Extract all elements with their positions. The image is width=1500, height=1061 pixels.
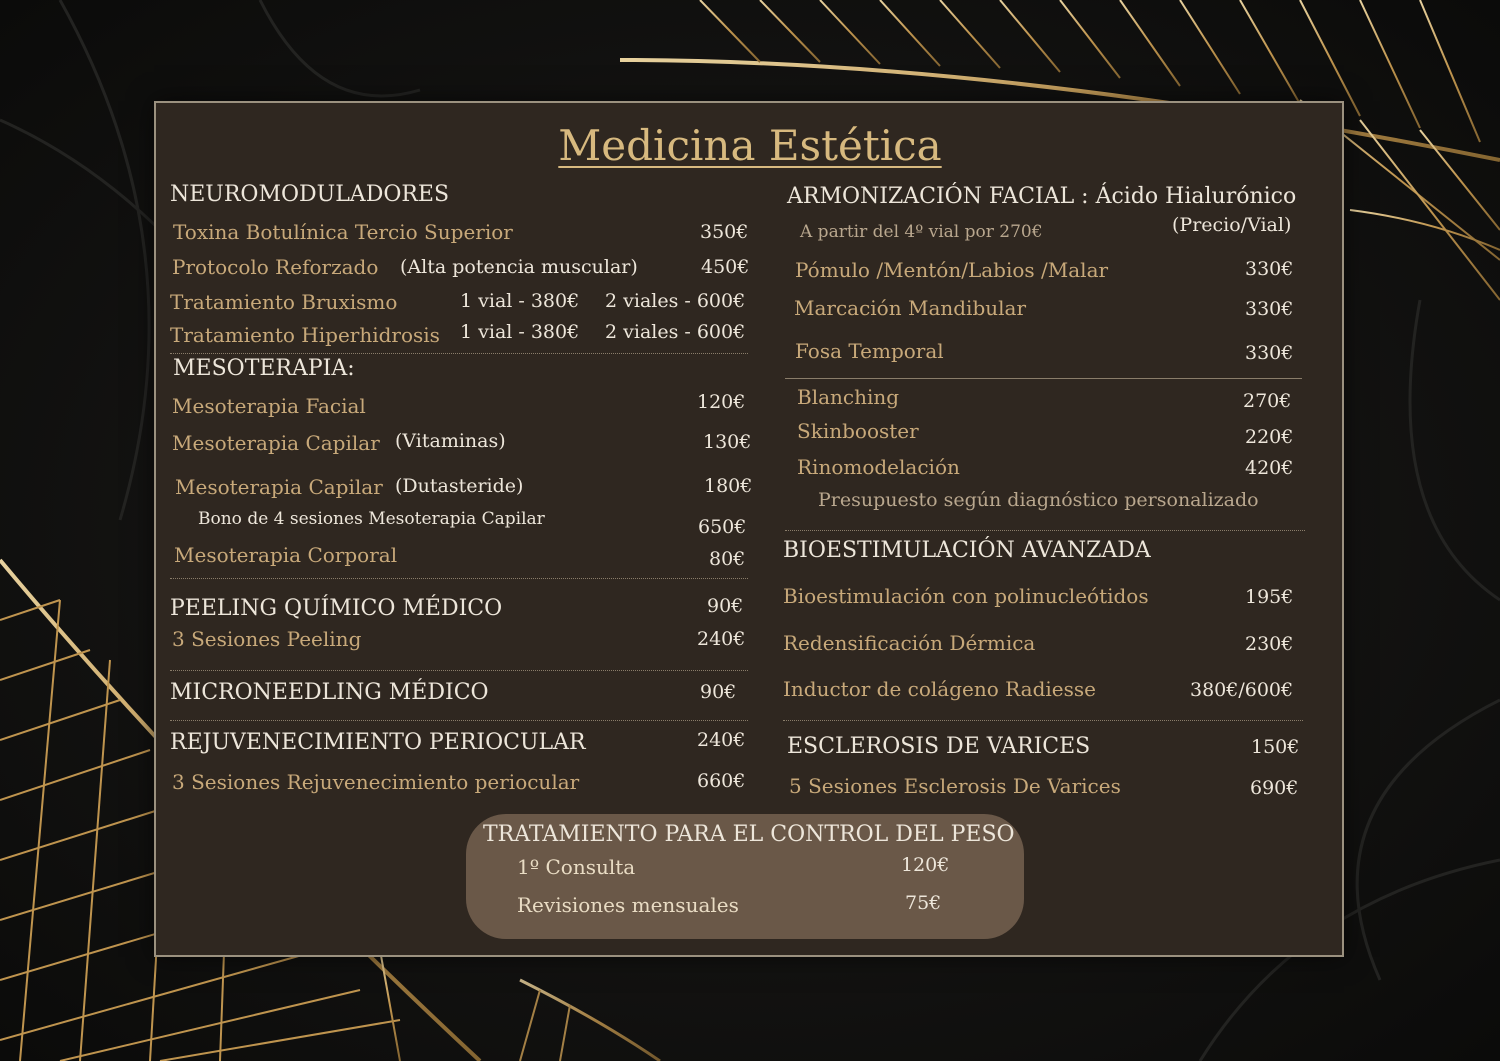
divider xyxy=(170,578,748,579)
meso-facial-price: 120€ xyxy=(697,391,746,413)
armonizacion-heading: ARMONIZACIÓN FACIAL : Ácido Hialurónico xyxy=(787,184,1297,209)
meso-corporal-name: Mesoterapia Corporal xyxy=(174,543,398,567)
varices-price: 150€ xyxy=(1251,736,1300,758)
divider xyxy=(170,720,748,721)
reforzado-note: (Alta potencia muscular) xyxy=(400,256,638,278)
reforzado-price: 450€ xyxy=(701,256,750,278)
meso-bono-name: Bono de 4 sesiones Mesoterapia Capilar xyxy=(198,509,545,529)
armonizacion-unit: (Precio/Vial) xyxy=(1172,214,1292,236)
peeling-price: 90€ xyxy=(707,595,744,617)
neuromoduladores-heading: NEUROMODULADORES xyxy=(170,182,450,207)
microneedling-price: 90€ xyxy=(700,681,737,703)
blanching-name: Blanching xyxy=(797,385,900,409)
hiperhidrosis-name: Tratamiento Hiperhidrosis xyxy=(170,323,440,347)
periocular-sub-name: 3 Sesiones Rejuvenecimiento periocular xyxy=(172,770,580,794)
microneedling-heading: MICRONEEDLING MÉDICO xyxy=(170,680,489,705)
divider xyxy=(785,378,1302,379)
redensificacion-price: 230€ xyxy=(1245,633,1294,655)
blanching-price: 270€ xyxy=(1243,390,1292,412)
bruxismo-opt2: 2 viales - 600€ xyxy=(605,290,746,312)
mandibular-name: Marcación Mandibular xyxy=(794,296,1027,320)
varices-sub-price: 690€ xyxy=(1250,777,1299,799)
divider xyxy=(170,670,748,671)
pomulo-price: 330€ xyxy=(1245,258,1294,280)
pomulo-name: Pómulo /Mentón/Labios /Malar xyxy=(795,258,1109,282)
armonizacion-note: A partir del 4º vial por 270€ xyxy=(800,222,1043,242)
divider xyxy=(785,530,1305,531)
redensificacion-name: Redensificación Dérmica xyxy=(783,631,1036,655)
divider xyxy=(170,353,748,354)
meso-corporal-price: 80€ xyxy=(709,548,746,570)
peso-revisiones-price: 75€ xyxy=(905,892,942,914)
meso-facial-name: Mesoterapia Facial xyxy=(172,394,366,418)
hiperhidrosis-opt1: 1 vial - 380€ xyxy=(460,321,580,343)
meso-bono-price: 650€ xyxy=(698,516,747,538)
varices-sub-name: 5 Sesiones Esclerosis De Varices xyxy=(789,774,1121,798)
periocular-sub-price: 660€ xyxy=(697,770,746,792)
radiesse-name: Inductor de colágeno Radiesse xyxy=(783,677,1096,701)
fosa-name: Fosa Temporal xyxy=(795,339,944,363)
periocular-price: 240€ xyxy=(697,729,746,751)
peeling-sub-name: 3 Sesiones Peeling xyxy=(172,627,362,651)
peeling-heading: PEELING QUÍMICO MÉDICO xyxy=(170,596,503,621)
toxina-price: 350€ xyxy=(700,221,749,243)
meso-capilar-vit-name: Mesoterapia Capilar xyxy=(172,431,380,455)
bruxismo-name: Tratamiento Bruxismo xyxy=(170,290,398,314)
polinucleotidos-price: 195€ xyxy=(1245,586,1294,608)
bioestimulacion-heading: BIOESTIMULACIÓN AVANZADA xyxy=(783,538,1151,563)
mandibular-price: 330€ xyxy=(1245,298,1294,320)
peso-heading: TRATAMIENTO PARA EL CONTROL DEL PESO xyxy=(483,822,1015,847)
rinomodelacion-name: Rinomodelación xyxy=(797,455,960,479)
page-title: Medicina Estética xyxy=(558,121,942,170)
rinomodelacion-price: 420€ xyxy=(1245,457,1294,479)
hiperhidrosis-opt2: 2 viales - 600€ xyxy=(605,321,746,343)
peeling-sub-price: 240€ xyxy=(697,628,746,650)
divider xyxy=(783,720,1303,721)
radiesse-price: 380€/600€ xyxy=(1190,679,1294,701)
toxina-name: Toxina Botulínica Tercio Superior xyxy=(173,220,513,244)
varices-heading: ESCLEROSIS DE VARICES xyxy=(787,734,1091,759)
peso-consulta-name: 1º Consulta xyxy=(517,855,636,879)
fosa-price: 330€ xyxy=(1245,342,1294,364)
presupuesto-note: Presupuesto según diagnóstico personalizado xyxy=(818,489,1259,511)
meso-capilar-dut-price: 180€ xyxy=(704,475,753,497)
peso-consulta-price: 120€ xyxy=(901,854,950,876)
meso-capilar-vit-price: 130€ xyxy=(703,431,752,453)
meso-capilar-dut-note: (Dutasteride) xyxy=(395,475,524,497)
peso-revisiones-name: Revisiones mensuales xyxy=(517,893,739,917)
periocular-heading: REJUVENECIMIENTO PERIOCULAR xyxy=(170,730,586,755)
skinbooster-price: 220€ xyxy=(1245,426,1294,448)
meso-capilar-vit-note: (Vitaminas) xyxy=(395,430,506,452)
meso-capilar-dut-name: Mesoterapia Capilar xyxy=(175,475,383,499)
mesoterapia-heading: MESOTERAPIA: xyxy=(173,356,355,381)
bruxismo-opt1: 1 vial - 380€ xyxy=(460,290,580,312)
reforzado-name: Protocolo Reforzado xyxy=(172,255,379,279)
skinbooster-name: Skinbooster xyxy=(797,419,919,443)
polinucleotidos-name: Bioestimulación con polinucleótidos xyxy=(783,584,1149,608)
